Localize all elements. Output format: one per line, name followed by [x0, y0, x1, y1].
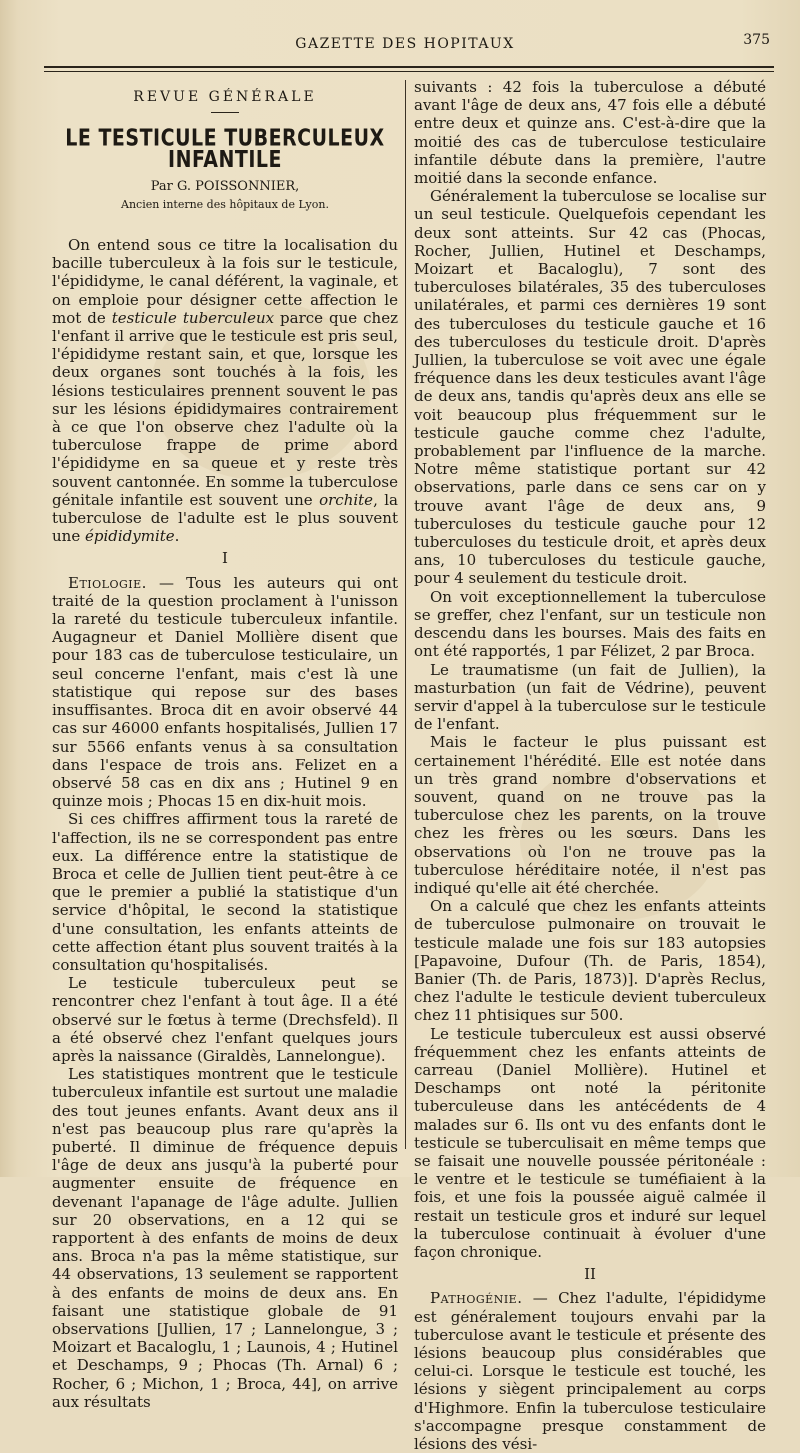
paragraph: Si ces chiffres affirment tous la rareté de l'affection, ils ne se correspondent pas entre eux. La différence entre la statistique de Broca et celle de Jullien tient peut-être à ce que le premier a publié la statistique d'un service d'hôpital, le second la statistique d'une consultation, les enfants atteints de cette affection étant plus souvent traités à la consultation qu'hospitalisés. [52, 810, 398, 974]
running-title: GAZETTE DES HOPITAUX [295, 36, 515, 52]
paragraph: Pathogénie. — Chez l'adulte, l'épididyme est généralement toujours envahi par la tuberculose avant le testicule et présente des lésions beaucoup plus considérables que celui-ci. Lorsque le testicule est touché, les lésions y siègent principalement au corps d'Highmore. Enfin la tuberculose testiculaire s'accompagne presque constamment de lésions des vési- [414, 1289, 766, 1453]
section-label: Etiologie. [68, 573, 147, 592]
paragraph: On a calculé que chez les enfants atteints de tuberculose pulmonaire on trouvait le testicule malade une fois sur 183 autopsies [Papavoine, Dufour (Th. de Paris, 1854), Banier (Th. de Paris, 1873)]. D'après Reclus, chez l'adulte le testicule devient tuberculeux chez 11 phtisiques sur 500. [414, 897, 766, 1025]
paragraph: Mais le facteur le plus puissant est certainement l'hérédité. Elle est notée dans un très grand nombre d'observations et souvent, quand on ne trouve pas la tuberculose chez les parents, on la trouve chez les frères ou les sœurs. Dans les observations où l'on ne trouve pas la tuberculose héréditaire notée, il n'est pas indiqué qu'elle ait été cherchée. [414, 733, 766, 897]
section-number: I [222, 549, 228, 568]
section-number: II [584, 1265, 596, 1284]
paragraph: Le testicule tuberculeux est aussi observé fréquemment chez les enfants atteints de carreau (Daniel Mollière). Hutinel et Deschamps ont noté la péritonite tuberculeuse dans les antécédents de 4 malades sur 6. Ils ont vu des enfants dont le testicule se tuberculisait en même temps que se faisait une nouvelle poussée péritonéale : le ventre et le testicule se tuméfiaient à la fois, et une fois la poussée aiguë calmée il restait un testicule gros et induré sur lequel la tuberculose continuait à évoluer d'une façon chronique. [414, 1024, 766, 1261]
paragraph: On voit exceptionnellement la tuberculose se greffer, chez l'enfant, sur un testicule non descendu dans les bourses. Mais des faits en ont été rapportés, 1 par Félizet, 2 par Broca. [414, 587, 766, 661]
paragraph: Etiologie. — Tous les auteurs qui ont traité de la question proclament à l'unisson la rareté du testicule tuberculeux infantile. Augagneur et Daniel Mollière disent que pour 183 cas de tuberculose testiculaire, un seul concerne l'enfant, mais c'est là une statistique qui repose sur des bases insuffisantes. Broca dit en avoir observé 44 cas sur 46000 enfants hospitalisés, Jullien 17 sur 5566 enfants venus à sa consultation dans l'espace de trois ans. Felizet en a observé 58 cas en dix ans ; Hutinel 9 en quinze mois ; Phocas 15 en dix-huit mois. [52, 573, 398, 811]
header-rule-thin [44, 71, 774, 72]
paragraph: Les statistiques montrent que le testicule tuberculeux infantile est surtout une maladie des tout jeunes enfants. Avant deux ans il n'est pas beaucoup plus rare qu'après la puberté. Il diminue de fréquence depuis l'âge de deux ans jusqu'à la puberté pour augmenter ensuite de fréquence en devenant l'apanage de l'âge adulte. Jullien sur 20 observations, en a 12 qui se rapportent à des enfants de moins de deux ans. Broca n'a pas la même statistique, sur 44 observations, 13 seulement se rapportent à des enfants de moins de deux ans. En faisant une statistique globale de 91 observations [Jullien, 17 ; Lannelongue, 3 ; Moizart et Bacaloglu, 1 ; Launois, 4 ; Hutinel et Deschamps, 9 ; Phocas (Th. Arnal) 6 ; Rocher, 6 ; Michon, 1 ; Broca, 44], on arrive aux résultats [52, 1065, 398, 1411]
page-number: 375 [743, 32, 770, 48]
left-column [52, 78, 398, 1411]
paragraph: Généralement la tuberculose se localise sur un seul testicule. Quelquefois cependant les deux sont atteints. Sur 42 cas (Phocas, Rocher, Jullien, Hutinel et Deschamps, Moizart et Bacaloglu), 7 sont des tuberculoses bilatérales, 35 des tuberculoses unilatérales, et parmi ces dernières 19 sont des tuberculoses du testicule gauche et 16 des tuberculoses du testicule droit. D'après Jullien, la tuberculose se voit avec une égale fréquence dans les deux testicules avant l'âge de deux ans, tandis qu'après deux ans elle se voit beaucoup plus fréquemment sur le testicule gauche comme chez l'adulte, probablement par l'influence de la marche. Notre même statistique portant sur 42 observations, parle dans ce sens car on y trouve avant l'âge de deux ans, 9 tuberculoses du testicule gauche pour 12 tuberculoses du testicule droit, et après deux ans, 10 tuberculoses du testicule gauche, pour 4 seulement du testicule droit. [414, 187, 766, 588]
paragraph: Le traumatisme (un fait de Jullien), la masturbation (un fait de Védrine), peuvent servir d'appel à la tuberculose sur le testicule de l'enfant. [414, 660, 766, 734]
author-line: Par G. POISSONNIER, [150, 178, 300, 194]
right-column [414, 78, 766, 1453]
section-kicker: REVUE GÉNÉRALE [133, 89, 317, 105]
title-rule [211, 112, 239, 113]
page-header [40, 32, 770, 66]
article-title: LE TESTICULE TUBERCULEUX INFANTILE [65, 125, 385, 174]
author-affiliation: Ancien interne des hôpitaux de Lyon. [121, 197, 329, 211]
paragraph: On entend sous ce titre la localisation du bacille tuberculeux à la fois sur le testicule, l'épididyme, le canal déférent, la vaginale, et on emploie pour désigner cette affection le mot de testicule tuberculeux parce que chez l'enfant il arrive que le testicule est pris seul, l'épididyme restant sain, et que, lorsque les deux organes sont touchés à la fois, les lésions testiculaires prennent souvent le pas sur les lésions épididymaires contrairement à ce que l'on observe chez l'adulte où la tuberculose frappe de prime abord l'épididyme en sa queue et y reste très souvent cantonnée. En somme la tuberculose génitale infantile est souvent une orchite, la tuberculose de l'adulte est le plus souvent une épididymite. [52, 236, 399, 546]
header-rule [44, 66, 774, 68]
paragraph: Le testicule tuberculeux peut se rencontrer chez l'enfant à tout âge. Il a été observé sur le fœtus à terme (Drechsfeld). Il a été observé chez l'enfant quelques jours après la naissance (Giraldès, Lannelongue). [52, 974, 398, 1065]
column-divider [405, 80, 406, 1149]
section-label: Pathogénie. [430, 1289, 523, 1308]
paragraph: suivants : 42 fois la tuberculose a débuté avant l'âge de deux ans, 47 fois elle a débuté entre deux et quinze ans. C'est-à-dire que la moitié des cas de tuberculose testiculaire infantile débute dans la première, l'autre moitié dans la seconde enfance. [414, 78, 766, 188]
